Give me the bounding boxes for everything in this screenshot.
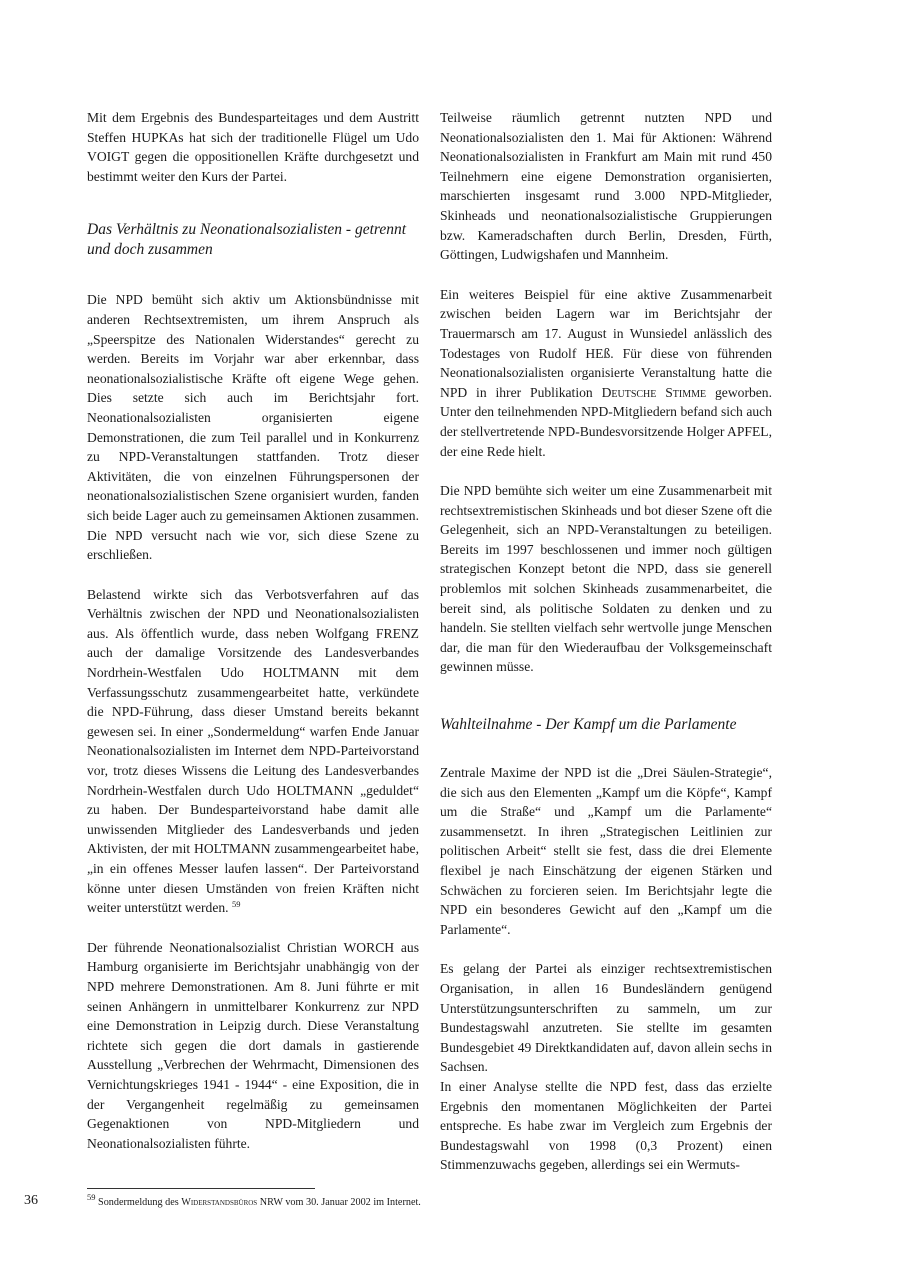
footnote-text: NRW vom 30. Januar 2002 im Internet. [259, 1197, 421, 1208]
paragraph: Die NPD bemühte sich weiter um eine Zusammenarbeit mit rechtsextremistischen Skinheads und bot dieser Szene oft die Gelegenheit, sich an NPD-Veranstaltungen zu beteiligen. Bereits im 1997 beschlossenen und immer noch gültigen strategischen Konzept betont die NPD, dass sie generell problemlos mit solchen Skinheads zusammenarbeitet, die bereit sind, als politische Soldaten zu denken und zu handeln. Sie stellten vielfach sehr wertvolle junge Menschen dar, die man für den Wiederaufbau der Volksgemeinschaft gewinnen müsse. [440, 483, 772, 675]
footnote [87, 1192, 807, 1210]
page-number: 36 [24, 1193, 38, 1208]
paragraph-text: geworben. Unter den teilnehmenden NPD-Mitgliedern befand sich auch der stellvertretende NPD-Bundesvorsitzende Holger APFEL, der eine Rede hielt. [440, 384, 772, 459]
footnote-divider [87, 1188, 315, 1189]
left-column [87, 108, 419, 1153]
section-heading: Wahlteilnahme - Der Kampf um die Parlamente [440, 716, 737, 734]
footnote-source: Widerstandsbüros [181, 1197, 258, 1208]
paragraph [87, 585, 419, 918]
paragraph: Mit dem Ergebnis des Bundesparteitages und dem Austritt Steffen HUPKAs hat sich der traditionelle Flügel um Udo VOIGT gegen die oppositionellen Kräfte durchgesetzt und bestimmt weiter den Kurs der Partei. [87, 110, 419, 184]
footnote-number: 59 [87, 1192, 96, 1202]
paragraph-text: Belastend wirkte sich das Verbotsverfahren auf das Verhältnis zwischen der NPD und Neonationalsozialisten aus. Als öffentlich wurde, dass neben Wolfgang FRENZ auch der damalige Vorsitzende des Landesverbandes Nordrhein-Westfalen Udo HOLTMANN mit dem Verfassungsschutz zusammengearbeitet hatte, verkündete die NPD-Führung, dass dieser Umstand bereits bekannt gewesen sei. In einer „Sondermeldung“ warfen Ende Januar Neonationalsozialisten im Internet dem NPD-Parteivorstand vor, trotz dieses Wissens die Leitung des Landesverbandes Nordrhein-Westfalen durch Udo HOLTMANN „geduldet“ zu haben. Der Bundesparteivorstand habe damit alle unwissenden Mitglieder des Landesverbands und jeden Aktivisten, der mit HOLTMANN zusammengearbeitet habe, „in ein offenes Messer laufen lassen“. Der Parteivorstand könne unter diesen Umständen von freien Kräften nicht weiter unterstützt werden. [87, 586, 419, 916]
section-heading: Das Verhältnis zu Neonationalsozialisten - getrennt und doch zusammen [87, 221, 407, 259]
paragraph: Der führende Neonationalsozialist Christian WORCH aus Hamburg organisierte im Berichtsjahr unabhängig von der NPD mehrere Demonstrationen. Am 8. Juni führte er mit seinen Anhängern in unmittelbarer Konkurrenz zur NPD eine Demonstration in Leipzig durch. Diese Veranstaltung richtete sich gegen die dort damals in gastierende Ausstellung „Verbrechen der Wehrmacht, Dimensionen des Vernichtungskrieges 1941 - 1944“ - eine Exposition, die in der Vergangenheit regelmäßig zu gemeinsamen Gegenaktionen von NPD-Mitgliedern und Neonationalsozialisten führte. [87, 939, 419, 1151]
paragraph: Es gelang der Partei als einziger rechtsextremistischen Organisation, in allen 16 Bundesländern genügend Unterstützungsunterschriften zu sammeln, um zur Bundestagswahl anzutreten. Sie stellte im gesamten Bundesgebiet 49 Direktkandidaten auf, davon allein sechs in Sachsen. [440, 961, 772, 1075]
footnote-reference[interactable]: 59 [231, 899, 241, 910]
paragraph: Teilweise räumlich getrennt nutzten NPD und Neonationalsozialisten den 1. Mai für Aktionen: Während Neonationalsozialisten in Frankfurt am Main mit rund 450 Teilnehmern eine eigene Demonstration organisierten, marschierten insgesamt rund 3.000 NPD-Mitglieder, Skinheads und neonationalsozialistische Gruppierungen bzw. Kameradschaften durch Berlin, Dresden, Fürth, Göttingen, Ludwigshafen und Mannheim. [440, 110, 772, 263]
footnote-text: Sondermeldung des [98, 1197, 179, 1208]
paragraph [440, 285, 772, 461]
publication-name: Deutsche Stimme [601, 384, 707, 400]
right-column [440, 108, 772, 1175]
paragraph-text: Ein weiteres Beispiel für eine aktive Zusammenarbeit zwischen beiden Lagern war im Berichtsjahr der Trauermarsch am 17. August in Wunsiedel anlässlich des Todestages von Rudolf HEß. Für diese von führenden Neonationalsozialisten organisierte Veranstaltung hatte die NPD in ihrer Publikation [440, 286, 772, 400]
paragraph: Die NPD bemüht sich aktiv um Aktionsbündnisse mit anderen Rechtsextremisten, um ihrem Anspruch als „Speerspitze des Nationalen Widerstandes“ gerecht zu werden. Bereits im Vorjahr war aber erkennbar, dass neonationalsozialistische Kräfte oft eigene Wege gehen. Dies setzte sich auch im Berichtsjahr fort. Neonationalsozialisten organisierten eigene Demonstrationen, die zum Teil parallel und in Konkurrenz zu NPD-Veranstaltungen stattfanden. Trotz dieser Aktivitäten, die von einzelnen Führungspersonen der neonationalsozialistischen Szene organisiert wurden, fanden sich beide Lager auch zu gemeinsamen Aktionen zusammen. Die NPD versucht nach wie vor, sich diese Szene zu erschließen. [87, 292, 419, 563]
paragraph: In einer Analyse stellte die NPD fest, dass das erzielte Ergebnis den momentanen Möglichkeiten der Partei entspreche. Es habe zwar im Vergleich zum Ergebnis der Bundestagswahl von 1998 (0,3 Prozent) einen Stimmenzuwachs gegeben, allerdings sei ein Wermuts- [440, 1078, 772, 1173]
paragraph: Zentrale Maxime der NPD ist die „Drei Säulen-Strategie“, die sich aus den Elementen „Kampf um die Köpfe“, Kampf um die Straße“ und „Kampf um die Parlamente“ zusammensetzt. In ihren „Strategischen Leitlinien zur politischen Arbeit“ stellt sie fest, dass die drei Elemente flexibel je nach Einschätzung der eigenen Stärken und Schwächen zu forcieren seien. Im Berichtsjahr legte die NPD ein besonderes Gewicht auf den „Kampf um die Parlamente“. [440, 765, 772, 937]
